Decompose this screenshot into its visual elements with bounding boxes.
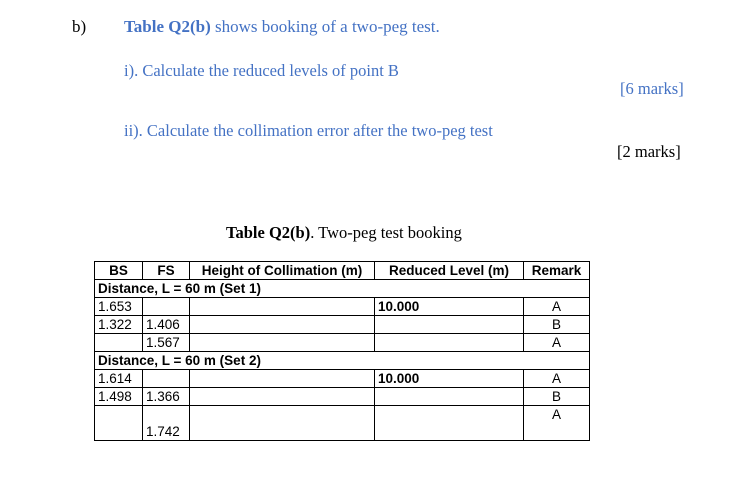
caption-text: . Two-peg test booking	[310, 223, 462, 242]
cell-remark: B	[524, 388, 590, 406]
table-row	[95, 388, 590, 406]
cell-bs	[95, 334, 143, 352]
cell-rl	[375, 388, 524, 406]
question-intro	[124, 17, 440, 37]
cell-hc	[190, 406, 375, 441]
table-row	[95, 406, 590, 441]
cell-rl	[375, 316, 524, 334]
question-table-ref: Table Q2(b)	[124, 17, 211, 36]
cell-fs: 1.366	[143, 388, 190, 406]
cell-hc	[190, 298, 375, 316]
table-row	[95, 316, 590, 334]
question-label: b)	[72, 17, 87, 36]
cell-fs	[143, 298, 190, 316]
booking-table	[94, 261, 590, 441]
cell-remark: B	[524, 316, 590, 334]
part-ii-marks: [2 marks]	[617, 142, 681, 161]
cell-bs: 1.614	[95, 370, 143, 388]
cell-bs: 1.322	[95, 316, 143, 334]
header-reduced-level: Reduced Level (m)	[375, 262, 524, 280]
cell-rl: 10.000	[375, 370, 524, 388]
cell-fs: 1.567	[143, 334, 190, 352]
cell-hc	[190, 388, 375, 406]
part-i-marks: [6 marks]	[620, 79, 684, 98]
cell-rl	[375, 334, 524, 352]
cell-remark: A	[524, 370, 590, 388]
caption-table-ref: Table Q2(b)	[226, 223, 311, 242]
question-intro-text: shows booking of a two-peg test.	[210, 17, 440, 36]
cell-hc	[190, 370, 375, 388]
cell-remark: A	[524, 298, 590, 316]
header-bs: BS	[95, 262, 143, 280]
set1-title: Distance, L = 60 m (Set 1)	[95, 280, 590, 298]
part-ii-text: ii). Calculate the collimation error after the two-peg test	[124, 121, 493, 140]
cell-bs: 1.498	[95, 388, 143, 406]
cell-rl	[375, 406, 524, 441]
part-i-text: i). Calculate the reduced levels of point B	[124, 61, 399, 80]
table-header-row	[95, 262, 590, 280]
cell-hc	[190, 316, 375, 334]
table-row	[95, 298, 590, 316]
table-row	[95, 370, 590, 388]
cell-fs: 1.742	[143, 406, 190, 441]
set2-title-row	[95, 352, 590, 370]
set1-title-row	[95, 280, 590, 298]
cell-remark: A	[524, 406, 590, 441]
cell-fs: 1.406	[143, 316, 190, 334]
cell-rl: 10.000	[375, 298, 524, 316]
cell-remark: A	[524, 334, 590, 352]
table-caption	[226, 223, 462, 243]
header-fs: FS	[143, 262, 190, 280]
cell-bs	[95, 406, 143, 441]
cell-hc	[190, 334, 375, 352]
header-height-of-collimation: Height of Collimation (m)	[190, 262, 375, 280]
table-row	[95, 334, 590, 352]
header-remark: Remark	[524, 262, 590, 280]
cell-bs: 1.653	[95, 298, 143, 316]
cell-fs	[143, 370, 190, 388]
set2-title: Distance, L = 60 m (Set 2)	[95, 352, 590, 370]
